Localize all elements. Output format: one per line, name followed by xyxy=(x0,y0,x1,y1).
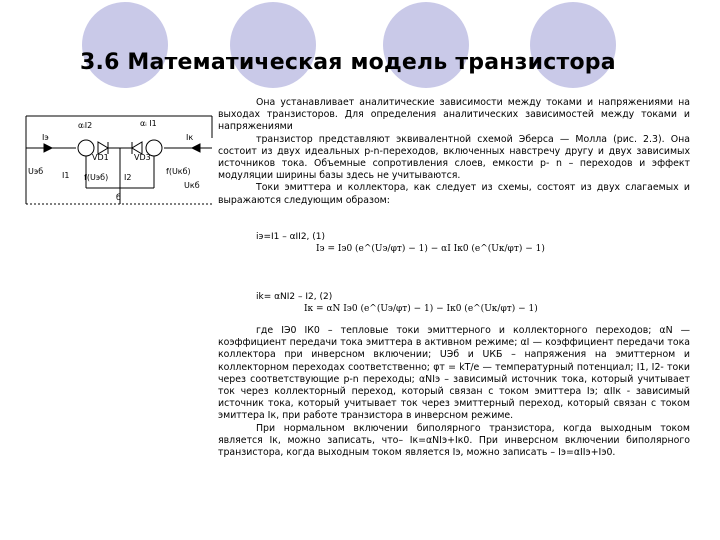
intro-block xyxy=(218,97,690,207)
paragraph-3: Токи эмиттера и коллектора, как следует из схемы, состоят из двух слагаемых и выражаются следующим образом: xyxy=(218,182,690,206)
decor-circle-2 xyxy=(230,2,316,88)
label-vd3: VD3 xyxy=(134,153,151,162)
label-ueb: Uэб xyxy=(28,167,44,176)
label-ai2: αᵢI2 xyxy=(78,121,93,130)
paragraph-5: При нормальном включении биполярного транзистора, когда выходным током является Iк, можно записать, что– Iк=αNIэ+Iк0. При инверсном включении биполярного транзистора, когда выходным током является Iэ, можно записать – Iэ=αIIэ+Iэ0. xyxy=(218,422,690,459)
label-ie: Iэ xyxy=(42,133,49,142)
label-fueb: f(Uэб) xyxy=(84,173,109,182)
explanation-block xyxy=(218,325,690,459)
ebers-moll-schematic xyxy=(24,108,214,206)
decor-circle-1 xyxy=(82,2,168,88)
equation-2-label: ik= αNI2 – I2, (2) xyxy=(256,292,333,302)
equation-1-label: iэ=I1 – αII2, (1) xyxy=(256,232,326,242)
label-fukb: f(Uкб) xyxy=(166,167,191,176)
decor-circle-4 xyxy=(530,2,616,88)
paragraph-2: транзистор представляют эквивалентной схемой Эберса — Молла (рис. 2.3). Она состоит из двух идеальных p-n-переходов, включенных навстречу другу и двух зависимых источников тока. Объемные сопротивления слоев, емкости p- n – переходов и эффект модуляции ширины базы здесь не учитываются. xyxy=(218,133,690,182)
equation-2: Iк = αN Iэ0 (e^(Uэ/φт) − 1) − Iк0 (e^(Uк/φт) − 1) xyxy=(304,304,538,314)
label-ukb: Uкб xyxy=(184,181,200,190)
label-aii1: αᵢ I1 xyxy=(140,119,157,128)
paragraph-4: где IЭ0 IК0 – тепловые токи эмиттерного и коллекторного переходов; αN — коэффициент передачи тока эмиттера в активном режиме; αI — коэффициент передачи тока коллектора при инверсном включении; UЭб и UКБ – напряжения на эмиттерном и коллекторном переходах соответственно; φт = kT/e — температурный потенциал; I1, I2- токи через соответствующие p-n переходы; αNIэ – зависимый источник тока, который учитывает ток через коллекторный переход, который связан с током эмиттера Iэ; αIIк - зависимый источник тока, который учитывает ток через эмиттерный переход, который связан с током эмиттера Iк, при работе транзистора в инверсном режиме. xyxy=(218,325,690,422)
slide-title: 3.6 Математическая модель транзистора xyxy=(80,50,616,75)
label-ik: Iк xyxy=(186,133,194,142)
label-vd1: VD1 xyxy=(92,153,109,162)
label-b: б xyxy=(116,193,121,202)
label-i2: I2 xyxy=(124,173,132,182)
equation-1: Iэ = Iэ0 (e^(Uэ/φт) − 1) − αI Iк0 (e^(Uк/φт) − 1) xyxy=(316,244,545,254)
decor-circle-3 xyxy=(383,2,469,88)
label-i1: I1 xyxy=(62,171,70,180)
paragraph-1: Она устанавливает аналитические зависимости между токами и напряжениями на выходах транзисторов. Для определения аналитических зависимостей между токами и напряжениями xyxy=(218,97,690,133)
